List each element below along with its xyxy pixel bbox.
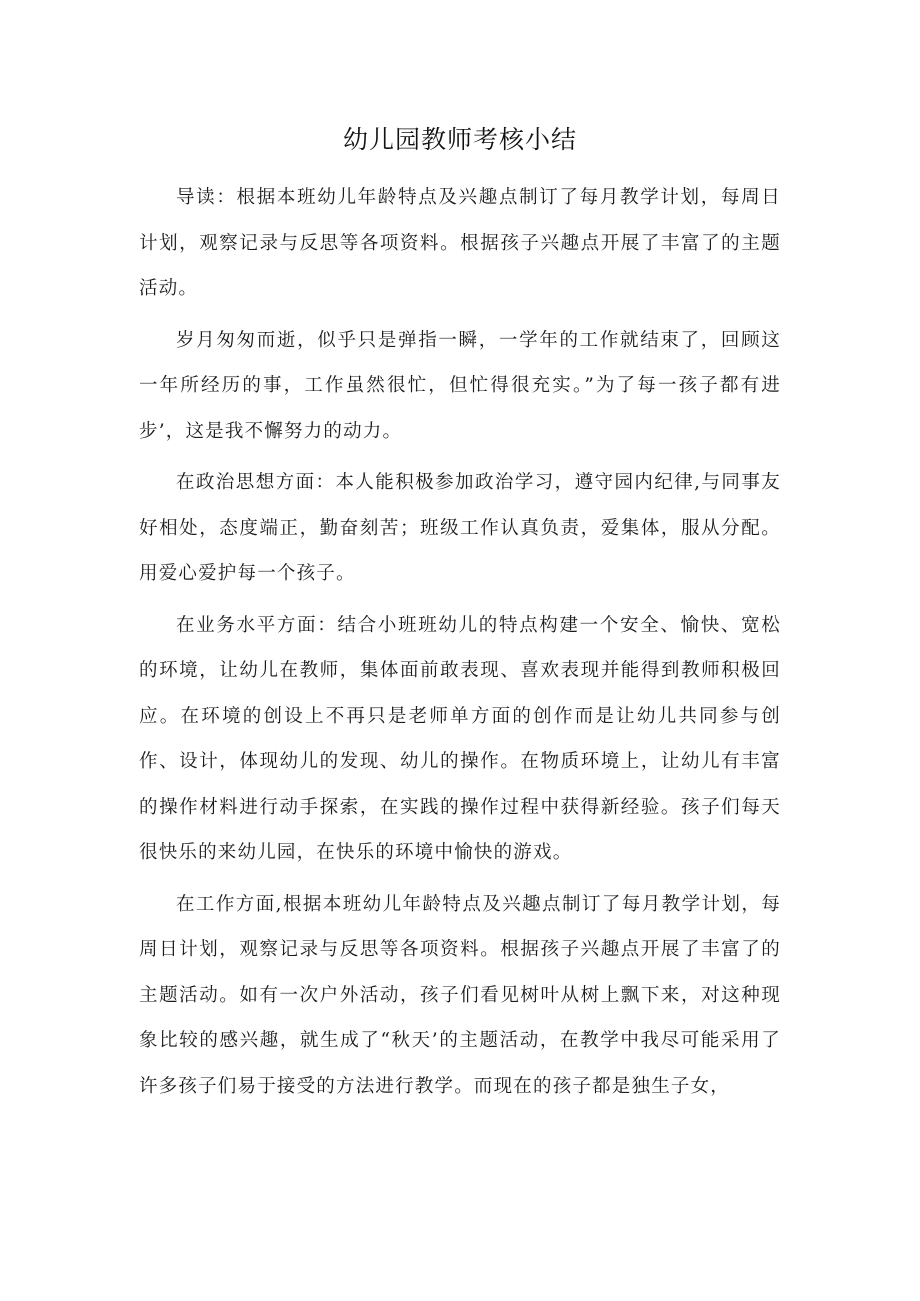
- paragraph-reflection: 岁月匆匆而逝，似乎只是弹指一瞬，一学年的工作就结束了，回顾这一年所经历的事，工作虽然很忙，但忙得很充实。”为了每一孩子都有进步’，这是我不懈努力的动力。: [139, 329, 781, 442]
- document-body: [139, 175, 781, 1115]
- paragraph-work: 在工作方面,根据本班幼儿年龄特点及兴趣点制订了每月教学计划，每周日计划，观察记录与反思等各项资料。根据孩子兴趣点开展了丰富了的主题活动。如有一次户外活动，孩子们看见树叶从树上飘下来，对这种现象比较的感兴趣，就生成了“秋天’的主题活动，在教学中我尽可能采用了许多孩子们易于接受的方法进行教学。而现在的孩子都是独生子女，: [139, 893, 781, 1097]
- paragraph-professional: 在业务水平方面：结合小班班幼儿的特点构建一个安全、愉快、宽松的环境，让幼儿在教师，集体面前敢表现、喜欢表现并能得到教师积极回应。在环境的创设上不再只是老师单方面的创作而是让幼儿共同参与创作、设计，体现幼儿的发现、幼儿的操作。在物质环境上，让幼儿有丰富的操作材料进行动手探索，在实践的操作过程中获得新经验。孩子们每天很快乐的来幼儿园，在快乐的环境中愉快的游戏。: [139, 614, 781, 863]
- paragraph-intro: 导读：根据本班幼儿年龄特点及兴趣点制订了每月教学计划，每周日计划，观察记录与反思等各项资料。根据孩子兴趣点开展了丰富了的主题活动。: [139, 187, 781, 299]
- page-title: 幼儿园教师考核小结: [342, 125, 577, 154]
- paragraph-political: 在政治思想方面：本人能积极参加政治学习，遵守园内纪律,与同事友好相处，态度端正，勤奋刻苦；班级工作认真负责，爱集体，服从分配。用爱心爱护每一个孩子。: [139, 472, 781, 584]
